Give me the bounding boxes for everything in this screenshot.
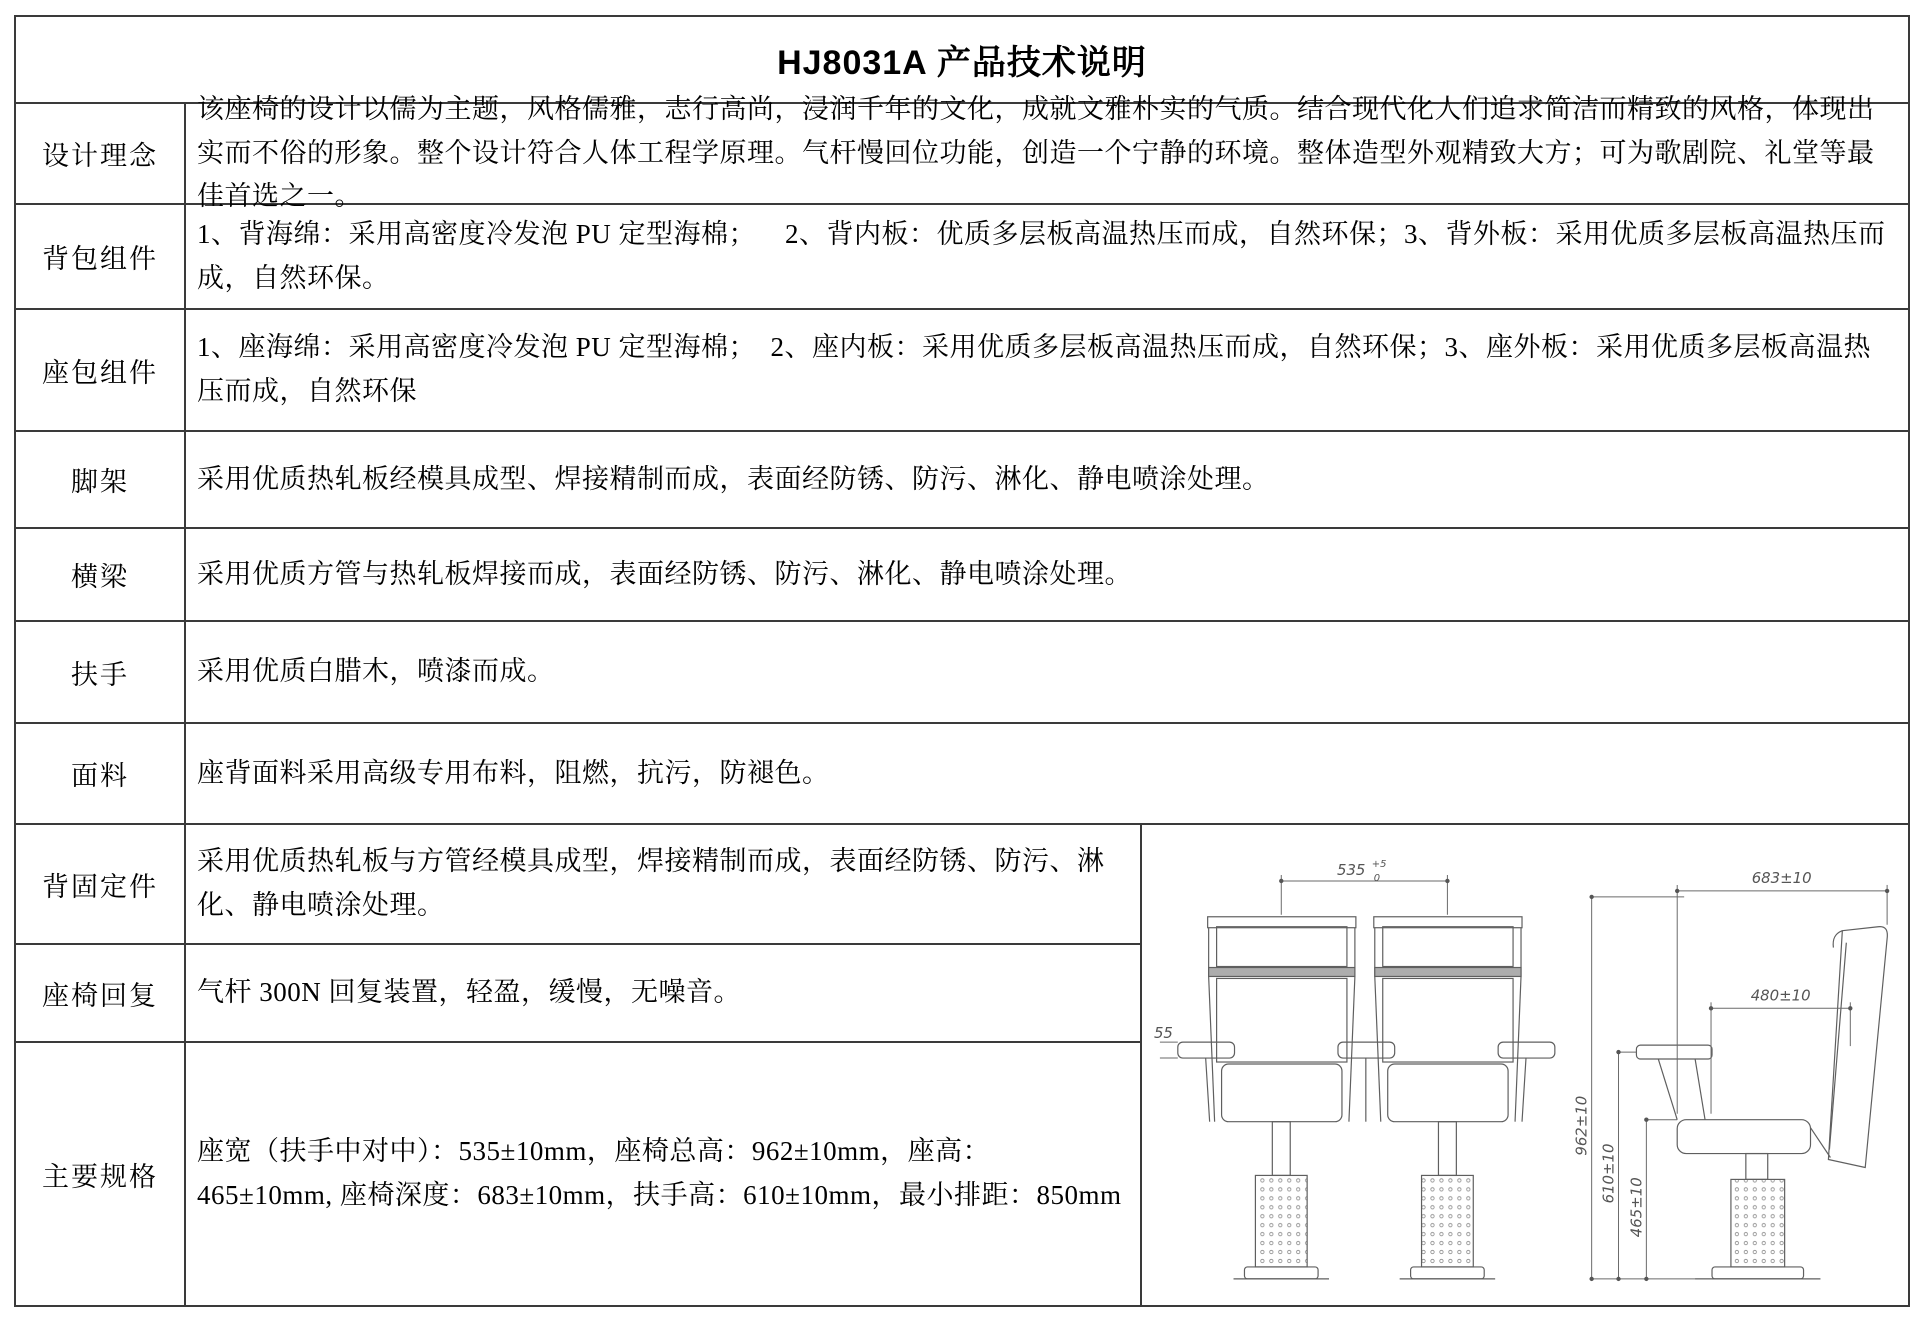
row-label-design-concept: 设计理念: [16, 104, 186, 203]
dim-seat-width-label: 535: [1336, 860, 1366, 879]
row-content-seat-return: 气杆 300N 回复装置，轻盈，缓慢，无噪音。: [197, 977, 741, 1008]
table-row-armrest: [16, 622, 1908, 724]
row-label-fabric: 面料: [16, 724, 186, 823]
dim-seat-height-label: 465±10: [1627, 1177, 1646, 1238]
table-row-seat-return: [16, 945, 1140, 1043]
table-row-seat-assembly: [16, 310, 1908, 432]
row-label-seat-return: 座椅回复: [16, 945, 186, 1041]
row-content-seat-assembly: 1、座海绵：采用高密度冷发泡 PU 定型海棉； 2、座内板：采用优质多层板高温热压而成，自然环保；3、座外板：采用优质多层板高温热压而成，自然环保: [197, 332, 1872, 406]
row-content-back-assembly: 1、背海绵：采用高密度冷发泡 PU 定型海棉； 2、背内板：优质多层板高温热压而成，自然环保；3、背外板：采用优质多层板高温热压而成，自然环保。: [197, 218, 1886, 293]
row-label-back-fixing: 背固定件: [16, 825, 186, 943]
row-content-fabric: 座背面料采用高级专用布料，阻燃，抗污，防褪色。: [197, 757, 830, 788]
technical-drawing-cell: [1140, 825, 1908, 1305]
dim-armrest-thickness-label: 55: [1153, 1024, 1173, 1043]
bottom-section: [16, 825, 1908, 1305]
row-label-back-assembly: 背包组件: [16, 205, 186, 308]
front-view-drawing: [1178, 917, 1555, 1279]
row-content-crossbeam: 采用优质方管与热轧板焊接而成，表面经防锈、防污、淋化、静电喷涂处理。: [197, 558, 1132, 589]
table-row-crossbeam: [16, 529, 1908, 622]
row-label-seat-assembly: 座包组件: [16, 310, 186, 430]
table-row-design-concept: [16, 93, 1908, 212]
row-content-design-concept: 该座椅的设计以儒为主题，风格儒雅，志行高尚，浸润千年的文化，成就文雅朴实的气质。结合现代化人们追求简洁而精致的风格，体现出实而不俗的形象。整个设计符合人体工程学原理。气杆慢回位功能，创造一个宁静的环境。整体造型外观精致大方；可为歌剧院、礼堂等最佳首选之一。: [197, 93, 1875, 212]
page-title: HJ8031A 产品技术说明: [777, 44, 1147, 82]
row-label-main-specs: 主要规格: [16, 1043, 186, 1305]
dim-seat-width-lower-tol: 0: [1373, 872, 1381, 884]
row-label-leg-frame: 脚架: [16, 432, 186, 527]
table-row-fabric: [16, 724, 1908, 825]
table-row-back-assembly: [16, 205, 1908, 310]
table-row-main-specs: [16, 1043, 1140, 1305]
dim-depth-label: 683±10: [1751, 868, 1812, 887]
dim-armrest-height-label: 610±10: [1599, 1143, 1618, 1204]
dim-total-height-label: 962±10: [1572, 1095, 1591, 1156]
table-row-leg-frame: [16, 432, 1908, 529]
row-label-armrest: 扶手: [16, 622, 186, 722]
row-content-main-specs: 座宽（扶手中对中）：535±10mm，座椅总高：962±10mm，座高：465±10mm, 座椅深度：683±10mm，扶手高：610±10mm，最小排距：850mm: [197, 1136, 1122, 1210]
dimension-labels: [1154, 859, 1812, 1237]
spec-table: [14, 15, 1910, 1307]
row-content-armrest: 采用优质白腊木，喷漆而成。: [197, 656, 555, 687]
bottom-left-rows: [16, 825, 1140, 1305]
row-label-crossbeam: 横梁: [16, 529, 186, 620]
dim-back-width-label: 480±10: [1750, 986, 1811, 1005]
row-content-leg-frame: 采用优质热轧板经模具成型、焊接精制而成，表面经防锈、防污、淋化、静电喷涂处理。: [197, 463, 1270, 494]
row-content-back-fixing: 采用优质热轧板与方管经模具成型，焊接精制而成，表面经防锈、防污、淋化、静电喷涂处理。: [197, 846, 1105, 920]
side-view-drawing: [1636, 927, 1887, 1279]
table-row-back-fixing: [16, 825, 1140, 945]
dim-seat-width-upper-tol: +5: [1371, 859, 1387, 871]
chair-technical-drawing: [1142, 825, 1908, 1305]
